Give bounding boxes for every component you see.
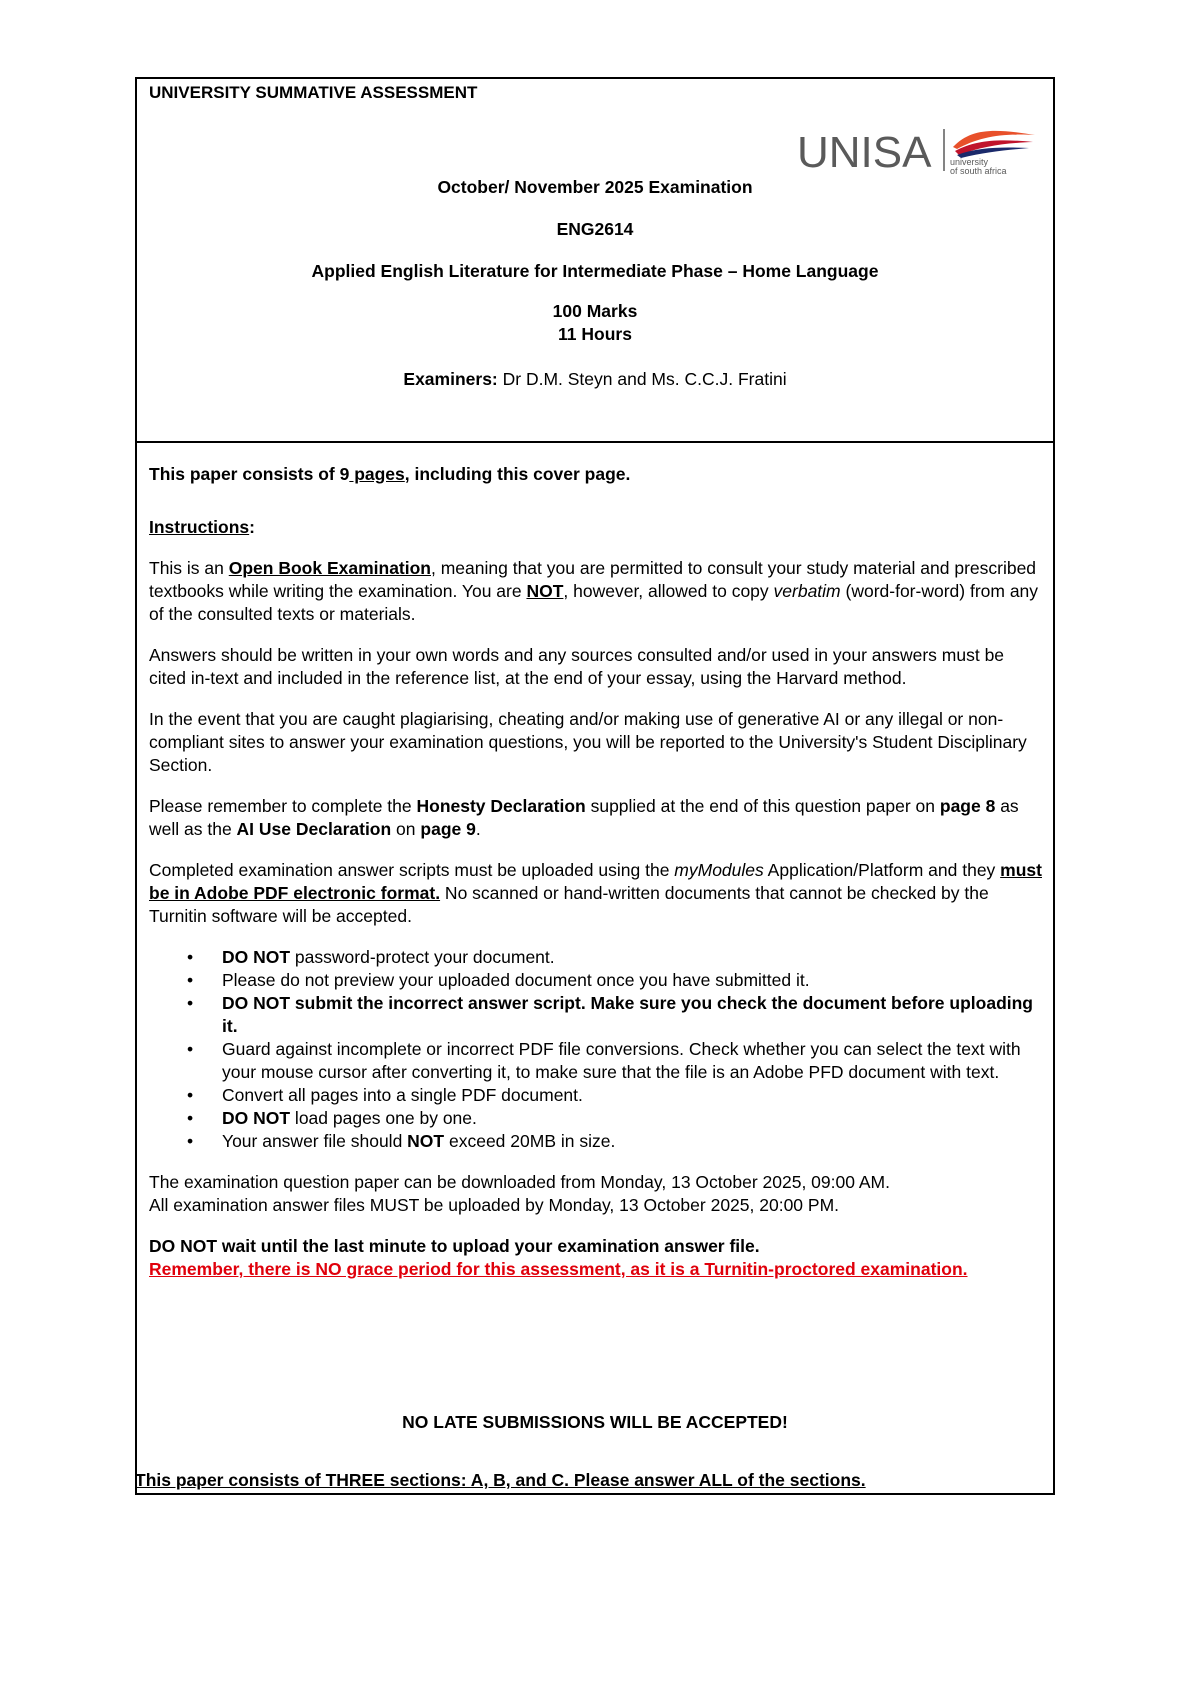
- total-marks: 100 Marks: [552, 301, 638, 321]
- assessment-type-heading: UNIVERSITY SUMMATIVE ASSESSMENT: [149, 83, 478, 102]
- dates-paragraph: [149, 1171, 1044, 1217]
- examiners-label: Examiners:: [403, 369, 498, 389]
- no-late-submissions: NO LATE SUBMISSIONS WILL BE ACCEPTED!: [402, 1412, 788, 1432]
- logo-swoosh-icon: [953, 131, 1035, 149]
- upload-deadline-line: All examination answer files MUST be uploaded by Monday, 13 October 2025, 20:00 PM.: [149, 1195, 840, 1215]
- upload-paragraph: Completed examination answer scripts must be uploaded using the myModules Application/Platform and they must be in Adobe PDF electronic format. No scanned or hand-written documents that cannot be checked by the Turnitin software will be accepted.: [149, 860, 1042, 926]
- download-date-line: The examination question paper can be downloaded from Monday, 13 October 2025, 09:00 AM.: [149, 1172, 890, 1192]
- unisa-logo: [797, 125, 1037, 175]
- instructions-box: [135, 441, 1055, 1495]
- logo-subtext-2: of south africa: [950, 166, 1007, 175]
- list-item: • DO NOT submit the incorrect answer script. Make sure you check the document before uploading it.: [149, 992, 1044, 1038]
- list-item: • DO NOT password-protect your document.: [149, 946, 1044, 969]
- module-code: ENG2614: [556, 219, 634, 239]
- sections-instruction: This paper consists of THREE sections: A, B, and C. Please answer ALL of the sections.: [135, 1470, 866, 1490]
- list-item: • Convert all pages into a single PDF document.: [149, 1084, 1044, 1107]
- exam-session: October/ November 2025 Examination: [437, 177, 753, 197]
- instructions-content: [149, 463, 1044, 1299]
- list-item: • Please do not preview your uploaded document once you have submitted it.: [149, 969, 1044, 992]
- logo-wordmark: UNISA: [797, 128, 932, 175]
- instruction-bullet-list: [149, 946, 1044, 1153]
- list-item: • Guard against incomplete or incorrect PDF file conversions. Check whether you can select the text with your mouse cursor after converting it, to make sure that the file is an Adobe PFD document with text.: [149, 1038, 1044, 1084]
- module-name: Applied English Literature for Intermediate Phase – Home Language: [311, 261, 879, 281]
- open-book-paragraph: This is an Open Book Examination, meaning that you are permitted to consult your study material and prescribed textbooks while writing the examination. You are NOT, however, allowed to copy verbatim (word-for-word) from any of the consulted texts or materials.: [149, 558, 1039, 624]
- list-item: • DO NOT load pages one by one.: [149, 1107, 1044, 1130]
- cover-header-box: [135, 77, 1055, 443]
- examiners-names: Dr D.M. Steyn and Ms. C.C.J. Fratini: [497, 369, 787, 389]
- logo-subtext-1: university: [950, 157, 989, 167]
- instructions-heading: Instructions:: [149, 517, 255, 537]
- examiners: [137, 369, 1053, 390]
- declaration-paragraph: Please remember to complete the Honesty Declaration supplied at the end of this question paper on page 8 as well as the AI Use Declaration on page 9.: [149, 796, 1019, 839]
- duration-hours: 11 Hours: [558, 324, 632, 344]
- list-item: • Your answer file should NOT exceed 20MB in size.: [149, 1130, 1044, 1153]
- warning-paragraph: [149, 1235, 1044, 1281]
- last-minute-warning: DO NOT wait until the last minute to upload your examination answer file.: [149, 1236, 760, 1256]
- plagiarism-paragraph: In the event that you are caught plagiarising, cheating and/or making use of generative AI or any illegal or non-compliant sites to answer your examination questions, you will be reported to the University's Student Disciplinary Section.: [149, 709, 1027, 775]
- own-words-paragraph: Answers should be written in your own words and any sources consulted and/or used in your answers must be cited in-text and included in the reference list, at the end of your essay, using the Harvard method.: [149, 645, 1005, 688]
- grace-period-warning: Remember, there is NO grace period for this assessment, as it is a Turnitin-proctored examination.: [149, 1259, 968, 1279]
- page-count-line: This paper consists of 9 pages, including this cover page.: [149, 464, 631, 484]
